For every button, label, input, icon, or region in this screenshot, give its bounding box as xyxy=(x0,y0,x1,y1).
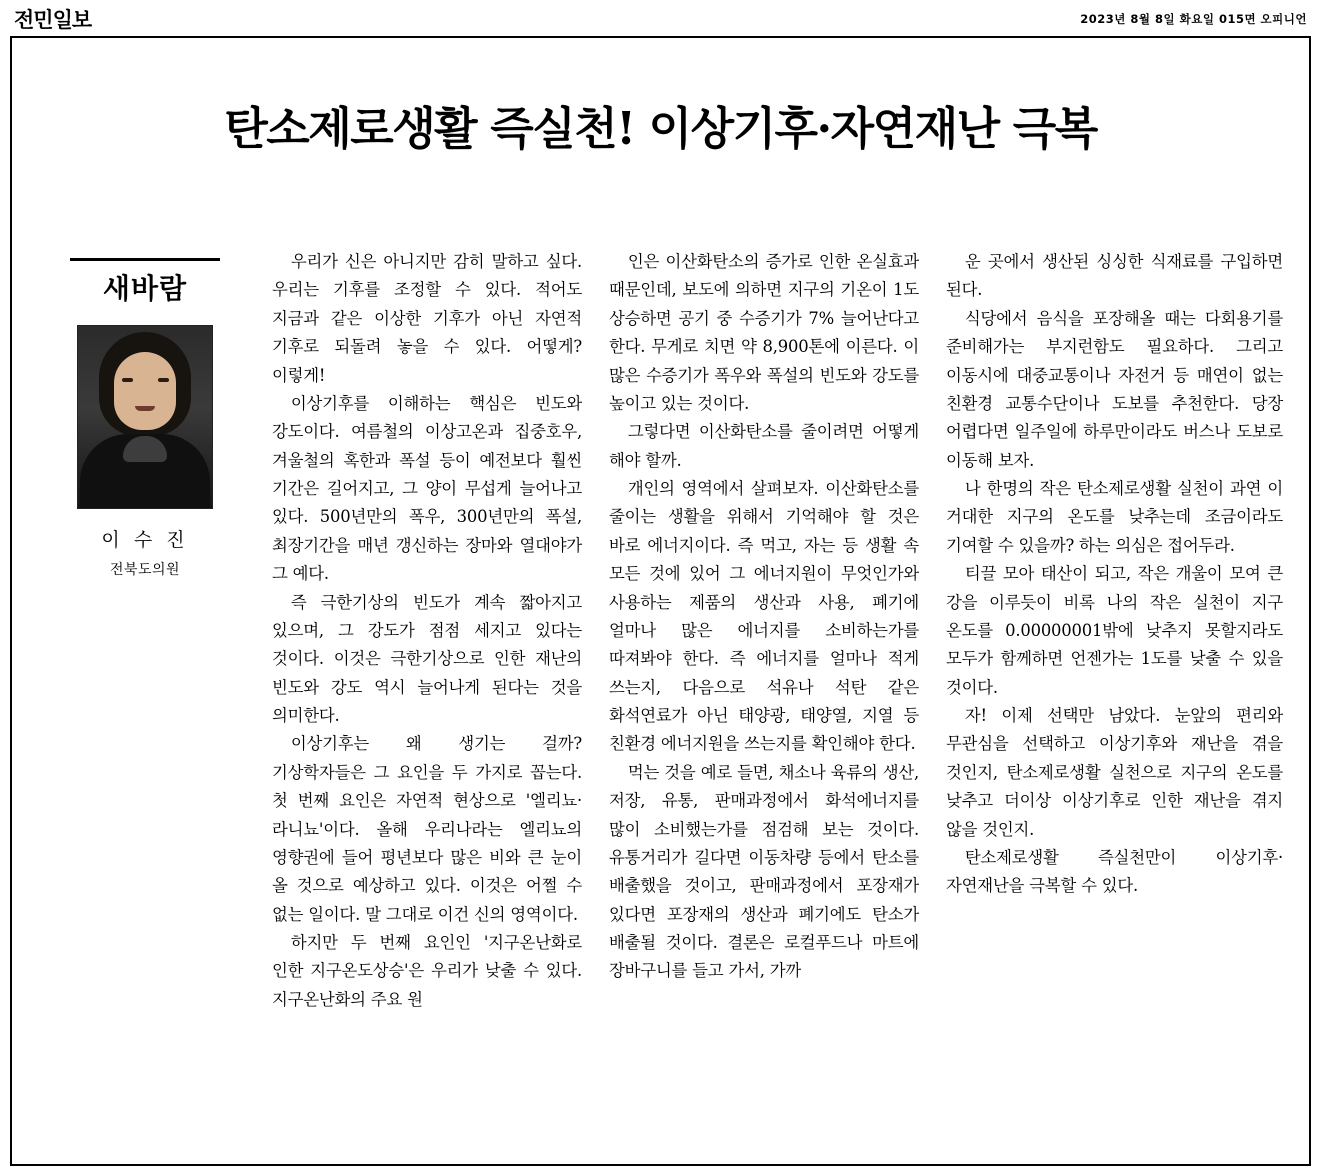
paragraph: 이상기후는 왜 생기는 걸까? 기상학자들은 그 요인을 두 가지로 꼽는다. 첫 번째 요인은 자연적 현상으로 '엘리뇨·라니뇨'이다. 올해 우리나라는 엘리뇨의 영향권에 들어 평년보다 많은 비와 큰 눈이 올 것으로 예상하고 있다. 이것은 어쩔 수 없는 일이다. 말 그대로 이건 신의 영역이다. xyxy=(272,734,582,924)
article-body xyxy=(36,248,1284,1014)
paragraph: 운 곳에서 생산된 싱싱한 식재료를 구입하면 된다. xyxy=(946,252,1283,300)
author-name: 이 수 진 xyxy=(101,529,189,551)
text-column-3 xyxy=(946,248,1283,1014)
paper-name: 전민일보 xyxy=(14,7,92,32)
paragraph: 그렇다면 이산화탄소를 줄이려면 어떻게 해야 할까. xyxy=(609,422,919,470)
paragraph: 이상기후를 이해하는 핵심은 빈도와 강도이다. 여름철의 이상고온과 집중호우, 겨울철의 혹한과 폭설 등이 예전보다 훨씬 기간은 길어지고, 그 양이 무섭게 늘어나고 있다. 500년만의 폭우, 300년만의 폭설, 최장기간을 매년 갱신하는 장마와 열대야가 그 예다. xyxy=(272,393,582,584)
page-title: 탄소제로생활 즉실천! 이상기후·자연재난 극복 xyxy=(224,102,1097,155)
paragraph: 탄소제로생활 즉실천만이 이상기후·자연재난을 극복할 수 있다. xyxy=(946,847,1283,896)
author-role: 전북도의원 xyxy=(109,562,181,578)
kicker-rule xyxy=(70,258,220,261)
paragraph: 자! 이제 선택만 남았다. 눈앞의 편리와 무관심을 선택하고 이상기후와 재난을 겪을 것인지, 탄소제로생활 실천으로 지구의 온도를 낮추고 더이상 이상기후로 인한 재난을 겪지 않을 것인지. xyxy=(946,706,1283,839)
masthead xyxy=(0,0,1321,38)
paragraph: 우리가 신은 아니지만 감히 말하고 싶다. 우리는 기후를 조정할 수 있다. 적어도 지금과 같은 이상한 기후가 아닌 자연적 기후로 되돌려 놓을 수 있다. 어떻게? 이렇게! xyxy=(272,252,582,385)
paragraph: 나 한명의 작은 탄소제로생활 실천이 과연 이 거대한 지구의 온도를 낮추는데 조금이라도 기여할 수 있을까? 하는 의심은 접어두라. xyxy=(946,479,1283,555)
avatar-mouth xyxy=(135,406,155,411)
paragraph: 티끌 모아 태산이 되고, 작은 개울이 모여 큰 강을 이루듯이 비록 나의 작은 실천이 지구 온도를 0.00000001밖에 낮추지 못할지라도 모두가 함께하면 언젠가는 1도를 낮출 수 있을 것이다. xyxy=(946,564,1283,697)
paragraph: 먹는 것을 예로 들면, 채소나 육류의 생산, 저장, 유통, 판매과정에서 화석에너지를 많이 소비했는가를 점검해 보는 것이다. 유통거리가 길다면 이동차량 등에서 탄소를 배출했을 것이고, 판매과정에서 포장재가 있다면 포장재의 생산과 폐기에도 탄소가 배출될 것이다. 결론은 로컬푸드나 마트에 장바구니를 들고 가서, 가까 xyxy=(609,762,919,981)
column-kicker: 새바람 xyxy=(102,272,188,305)
paragraph: 개인의 영역에서 살펴보자. 이산화탄소를 줄이는 생활을 위해서 기억해야 할 것은 바로 에너지이다. 즉 먹고, 자는 등 생활 속 모든 것에 있어 그 에너지원이 무엇인가와 사용하는 제품의 생산과 사용, 폐기에 얼마나 많은 에너지를 소비하는가를 따져봐야 한다. 즉 에너지를 얼마나 적게 쓰는지, 다음으로 석유나 석탄 같은 화석연료가 아닌 태양광, 태양열, 지열 등 친환경 에너지원을 쓰는지를 확인해야 한다. xyxy=(609,479,919,754)
avatar-face xyxy=(114,352,176,430)
paragraph: 하지만 두 번째 요인인 '지구온난화로 인한 지구온도상승'은 우리가 낮출 수 있다. 지구온난화의 주요 원 xyxy=(272,933,582,1009)
avatar-eye-left xyxy=(122,378,133,382)
avatar xyxy=(77,325,213,509)
paragraph: 즉 극한기상의 빈도가 계속 짧아지고 있으며, 그 강도가 점점 세지고 있다는 것이다. 이것은 극한기상으로 인한 재난의 빈도와 강도 역시 늘어나게 된다는 것을 의미한다. xyxy=(272,592,582,725)
paragraph: 인은 이산화탄소의 증가로 인한 온실효과 때문인데, 보도에 의하면 지구의 기온이 1도 상승하면 공기 중 수증기가 7% 늘어난다고 한다. 무게로 치면 약 8,900톤에 이른다. 이 많은 수증기가 폭우와 폭설의 빈도와 강도를 높이고 있는 것이다. xyxy=(609,252,919,413)
text-column-2 xyxy=(609,248,946,1014)
text-column-1 xyxy=(272,248,609,1014)
author-column xyxy=(36,248,272,1014)
avatar-eye-right xyxy=(158,378,169,382)
paragraph: 식당에서 음식을 포장해올 때는 다회용기를 준비해가는 부지런함도 필요하다. 그리고 이동시에 대중교통이나 자전거 등 매연이 없는 친환경 교통수단이나 도보를 추천한다. 당장 어렵다면 일주일에 하루만이라도 버스나 도보로 이동해 보자. xyxy=(946,308,1283,470)
issue-meta: 2023년 8월 8일 화요일 015면 오피니언 xyxy=(1080,12,1307,26)
